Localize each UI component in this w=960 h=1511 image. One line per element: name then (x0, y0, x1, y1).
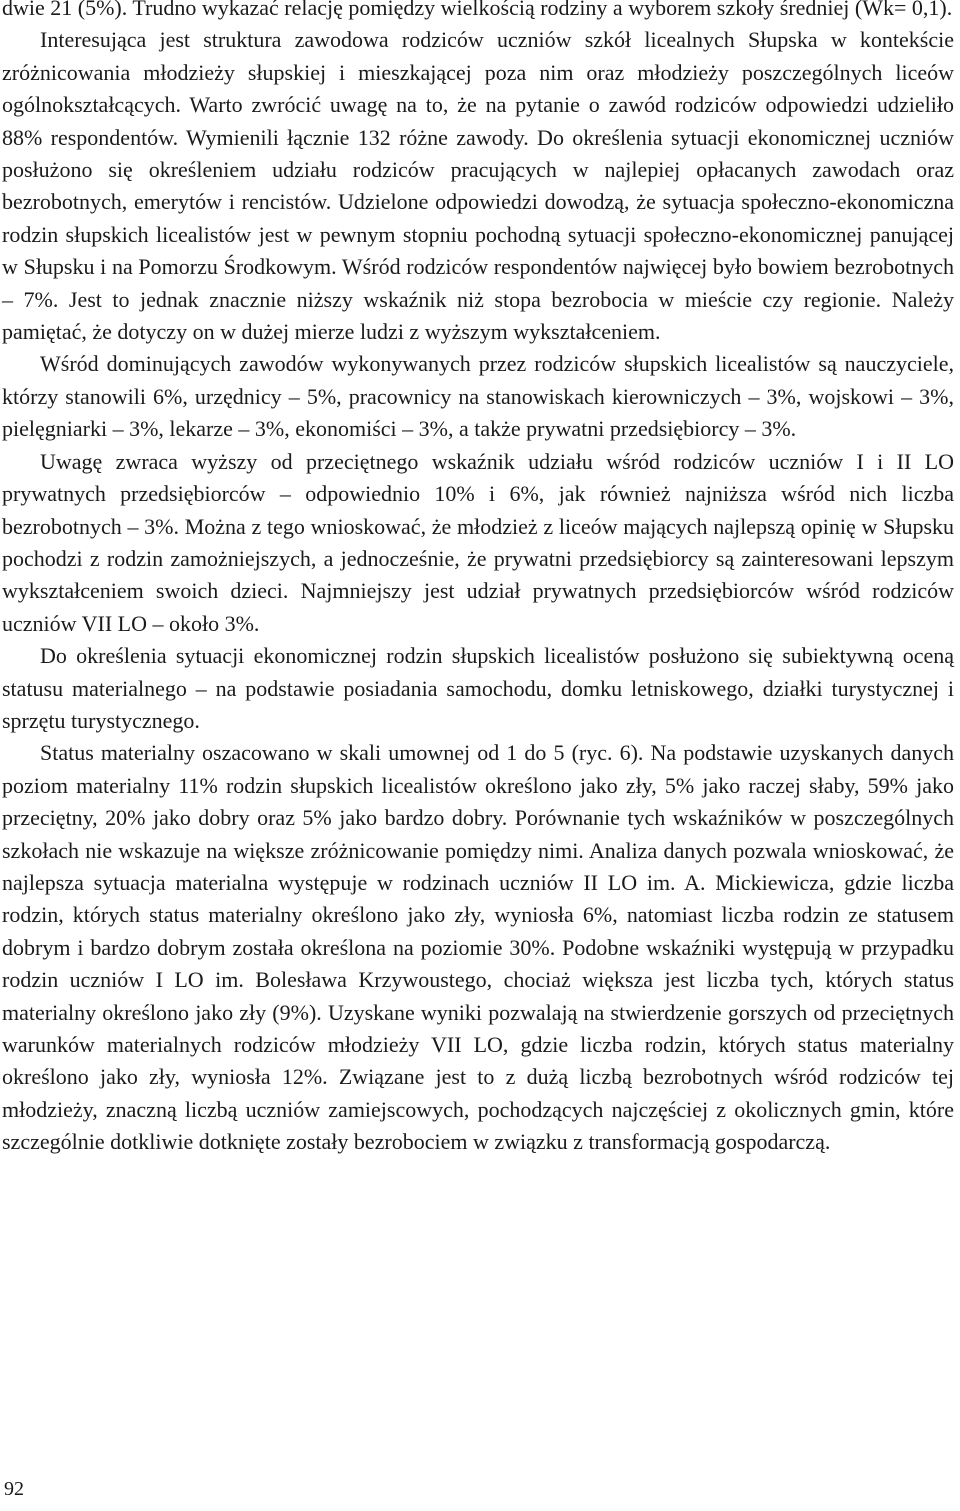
paragraph-economic-situation: Do określenia sytuacji ekonomicznej rodzin słupskich licealistów posłużono się subiektywną oceną statusu materialnego – na podstawie posiadania samochodu, domku letniskowego, działki turystycznej i sprzętu turystycznego. (2, 643, 954, 733)
paragraph-continuation: dwie 21 (5%). Trudno wykazać relację pomiędzy wielkością rodziny a wyborem szkoły średniej (Wk= 0,1). (2, 0, 953, 20)
paragraph-private-entrepreneurs: Uwagę zwraca wyższy od przeciętnego wskaźnik udziału wśród rodziców uczniów I i II LO prywatnych przedsiębiorców – odpowiednio 10% i 6%, jak również najniższa wśród nich liczba bezrobotnych – 3%. Można z tego wnioskować, że młodzież z liceów mających najlepszą opinię w Słupsku pochodzi z rodzin zamożniejszych, a jednocześnie, że prywatni przedsiębiorcy są zainteresowani lepszym wykształceniem swoich dzieci. Najmniejszy jest udział prywatnych przedsiębiorców wśród rodziców uczniów VII LO – około 3%. (2, 448, 954, 636)
paragraph-occupational-structure: Interesująca jest struktura zawodowa rodziców uczniów szkół licealnych Słupska w kontekście zróżnicowania młodzieży słupskiej i mieszkającej poza nim oraz młodzieży poszczególnych liceów ogólnokształcących. Warto zwrócić uwagę na to, że na pytanie o zawód rodziców odpowiedzi udzieliło 88% respondentów. Wymienili łącznie 132 różne zawody. Do określenia sytuacji ekonomicznej uczniów posłużono się określeniem udziału rodziców pracujących w najlepiej opłacanych zawodach oraz bezrobotnych, emerytów i rencistów. Udzielone odpowiedzi dowodzą, że sytuacja społeczno-ekonomiczna rodzin słupskich licealistów jest w pewnym stopniu pochodną sytuacji społeczno-ekonomicznej panującej w Słupsku i na Pomorzu Środkowym. Wśród rodziców respondentów najwięcej było bowiem bezrobotnych – 7%. Jest to jednak znacznie niższy wskaźnik niż stopa bezrobocia w mieście czy regionie. Należy pamiętać, że dotyczy on w dużej mierze ludzi z wyższym wykształceniem. (2, 27, 954, 345)
page-number: 92 (4, 1478, 24, 1500)
paragraph-material-status: Status materialny oszacowano w skali umownej od 1 do 5 (ryc. 6). Na podstawie uzyskanych danych poziom materialny 11% rodzin słupskich licealistów określono jako zły, 5% jako raczej słaby, 59% jako przeciętny, 20% jako dobry oraz 5% jako bardzo dobry. Porównanie tych wskaźników w poszczególnych szkołach nie wskazuje na większe zróżnicowanie pomiędzy nimi. Analiza danych pozwala wnioskować, że najlepsza sytuacja materialna występuje w rodzinach uczniów II LO im. A. Mickiewicza, gdzie liczba rodzin, których status materialny określono jako zły, wyniosła 6%, natomiast liczba rodzin ze statusem dobrym i bardzo dobrym została określona na poziomie 30%. Podobne wskaźniki występują w przypadku rodzin uczniów I LO im. Bolesława Krzywoustego, chociaż większa jest liczba tych, których status materialny określono jako zły (9%). Uzyskane wyniki pozwalają na stwierdzenie gorszych od przeciętnych warunków materialnych rodziców młodzieży VII LO, gdzie liczba rodzin, których status materialny określono jako zły, wyniosła 12%. Związane jest to z dużą liczbą bezrobotnych wśród rodziców tej młodzieży, znaczną liczbą uczniów zamiejscowych, pochodzących najczęściej z okolicznych gmin, które szczególnie dotkliwie dotknięte zostały bezrobociem w związku z transformacją gospodarczą. (2, 740, 954, 1155)
page-body (2, 0, 954, 1159)
paragraph-dominant-occupations: Wśród dominujących zawodów wykonywanych przez rodziców słupskich licealistów są nauczyciele, którzy stanowili 6%, urzędnicy – 5%, pracownicy na stanowiskach kierowniczych – 3%, wojskowi – 3%, pielęgniarki – 3%, lekarze – 3%, ekonomiści – 3%, a także prywatni przedsiębiorcy – 3%. (2, 351, 954, 442)
